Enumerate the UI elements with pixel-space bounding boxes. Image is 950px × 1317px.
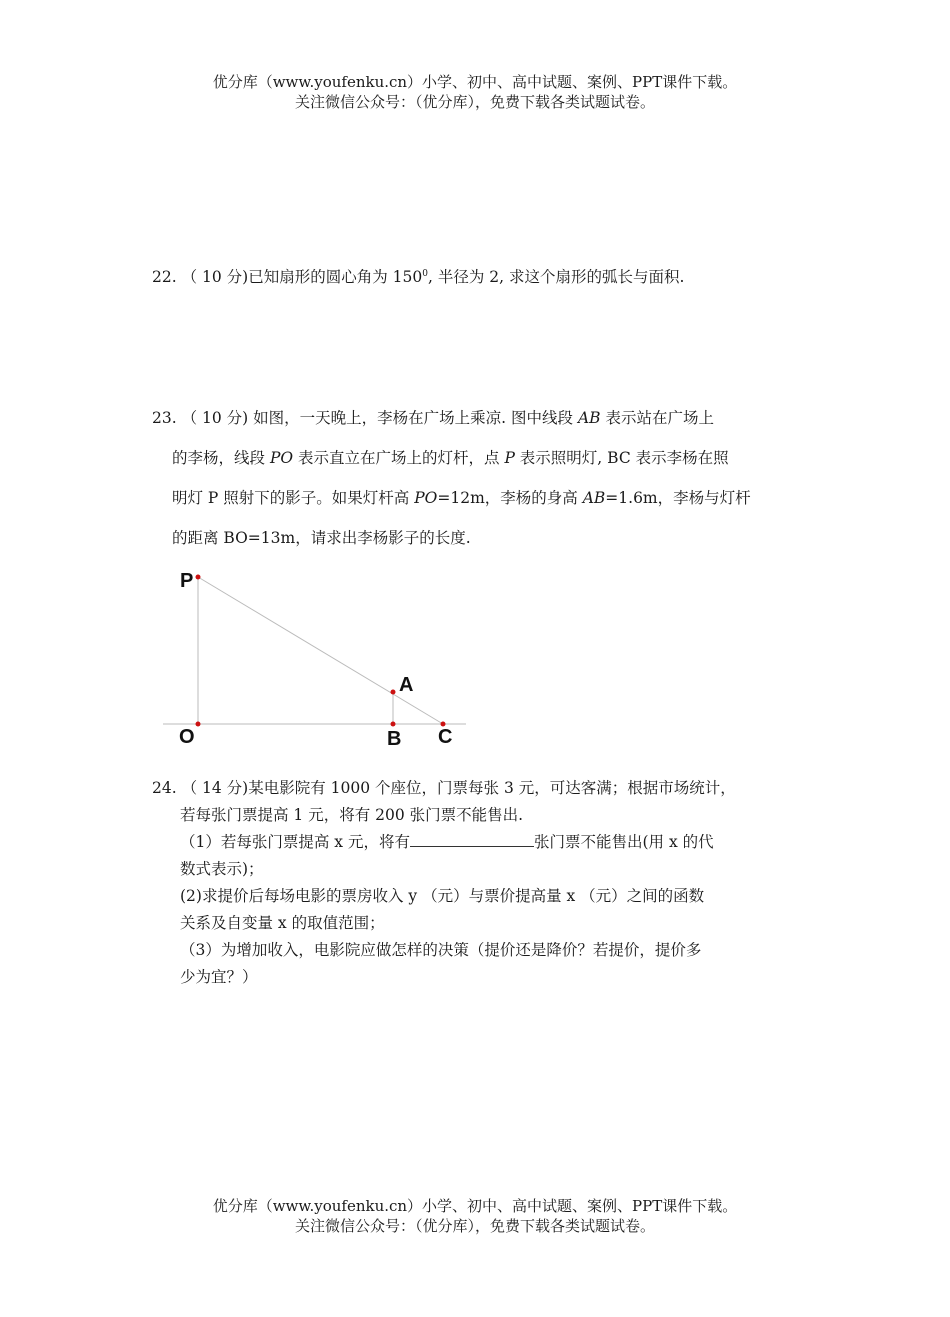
q23-var-po: PO bbox=[269, 449, 294, 467]
light-ray-line bbox=[198, 577, 443, 724]
label-o: O bbox=[179, 726, 195, 748]
q23-line-4: 的距离 BO=13m，请求出李杨影子的长度. bbox=[172, 529, 471, 547]
header-line-1: 优分库（www.youfenku.cn）小学、初中、高中试题、案例、PPT课件下载。 bbox=[212, 73, 738, 91]
q23-text: 如图，一天晚上，李杨在广场上乘凉. 图中线段 bbox=[248, 409, 578, 427]
q23-text: 表示直立在广场上的灯杆，点 bbox=[293, 449, 505, 467]
q24-line-1 bbox=[152, 775, 822, 802]
q23-text: =12m，李杨的身高 bbox=[437, 489, 583, 507]
answer-blank[interactable] bbox=[410, 832, 534, 847]
q23-text: 表示站在广场上 bbox=[600, 409, 714, 427]
q24-number: 24. bbox=[152, 779, 177, 797]
page-header bbox=[0, 72, 950, 112]
q22-degree-sup: 0 bbox=[422, 269, 428, 279]
label-p: P bbox=[180, 570, 194, 592]
q24-text: 某电影院有 1000 个座位，门票每张 3 元，可达客满；根据市场统计， bbox=[248, 779, 736, 797]
footer-line-2: 关注微信公众号：（优分库），免费下载各类试题试卷。 bbox=[294, 1217, 655, 1235]
point-o bbox=[196, 722, 201, 727]
q24-part-2-cont: 关系及自变量 x 的取值范围； bbox=[180, 914, 385, 932]
q24-part-3-cont: 少为宜？） bbox=[180, 968, 258, 986]
q24-line-2: 若每张门票提高 1 元，将有 200 张门票不能售出. bbox=[180, 806, 524, 824]
q23-text: 表示照明灯, BC 表示李杨在照 bbox=[514, 449, 729, 467]
q23-line-2 bbox=[152, 438, 812, 478]
question-22 bbox=[152, 263, 684, 288]
q22-points: （ 10 分) bbox=[181, 268, 249, 287]
point-b bbox=[391, 722, 396, 727]
q22-text-a: 已知扇形的圆心角为 150 bbox=[248, 268, 423, 287]
q24-text: 张门票不能售出(用 x 的代 bbox=[533, 833, 714, 851]
question-24 bbox=[152, 775, 822, 991]
q24-part-2: (2)求提价后每场电影的票房收入 y （元）与票价提高量 x （元）之间的函数 bbox=[180, 887, 705, 905]
q23-var-ab: AB bbox=[582, 489, 606, 507]
page-footer bbox=[0, 1196, 950, 1236]
q23-text: 的李杨，线段 bbox=[172, 449, 270, 467]
q23-var-p: P bbox=[504, 449, 515, 467]
q23-text: =1.6m，李杨与灯杆 bbox=[605, 489, 751, 507]
label-a: A bbox=[399, 674, 414, 696]
label-b: B bbox=[387, 728, 402, 750]
q22-number: 22. bbox=[152, 268, 177, 287]
q22-text-b: , 半径为 2, 求这个扇形的弧长与面积. bbox=[427, 268, 685, 287]
footer-line-1: 优分库（www.youfenku.cn）小学、初中、高中试题、案例、PPT课件下载。 bbox=[212, 1197, 738, 1215]
header-line-2: 关注微信公众号：（优分库），免费下载各类试题试卷。 bbox=[294, 93, 655, 111]
q23-line-1 bbox=[152, 398, 812, 438]
q23-line-3 bbox=[152, 478, 812, 518]
question-23 bbox=[152, 398, 812, 558]
q24-text: （1）若每张门票提高 x 元，将有 bbox=[180, 833, 410, 851]
q24-part-3: （3）为增加收入，电影院应做怎样的决策（提价还是降价？若提价，提价多 bbox=[180, 941, 702, 959]
q23-text: 明灯 P 照射下的影子。如果灯杆高 bbox=[172, 489, 415, 507]
q24-points: （ 14 分) bbox=[181, 779, 249, 797]
q23-figure bbox=[160, 560, 480, 755]
q23-var-po: PO bbox=[414, 489, 438, 507]
q23-number: 23. bbox=[152, 409, 177, 427]
q23-var-ab: AB bbox=[577, 409, 601, 427]
q24-part-1-cont: 数式表示)； bbox=[180, 860, 264, 878]
q23-points: （ 10 分) bbox=[181, 409, 249, 427]
q24-part-1 bbox=[152, 829, 822, 856]
label-c: C bbox=[438, 726, 453, 748]
point-a bbox=[391, 690, 396, 695]
point-p bbox=[196, 575, 201, 580]
